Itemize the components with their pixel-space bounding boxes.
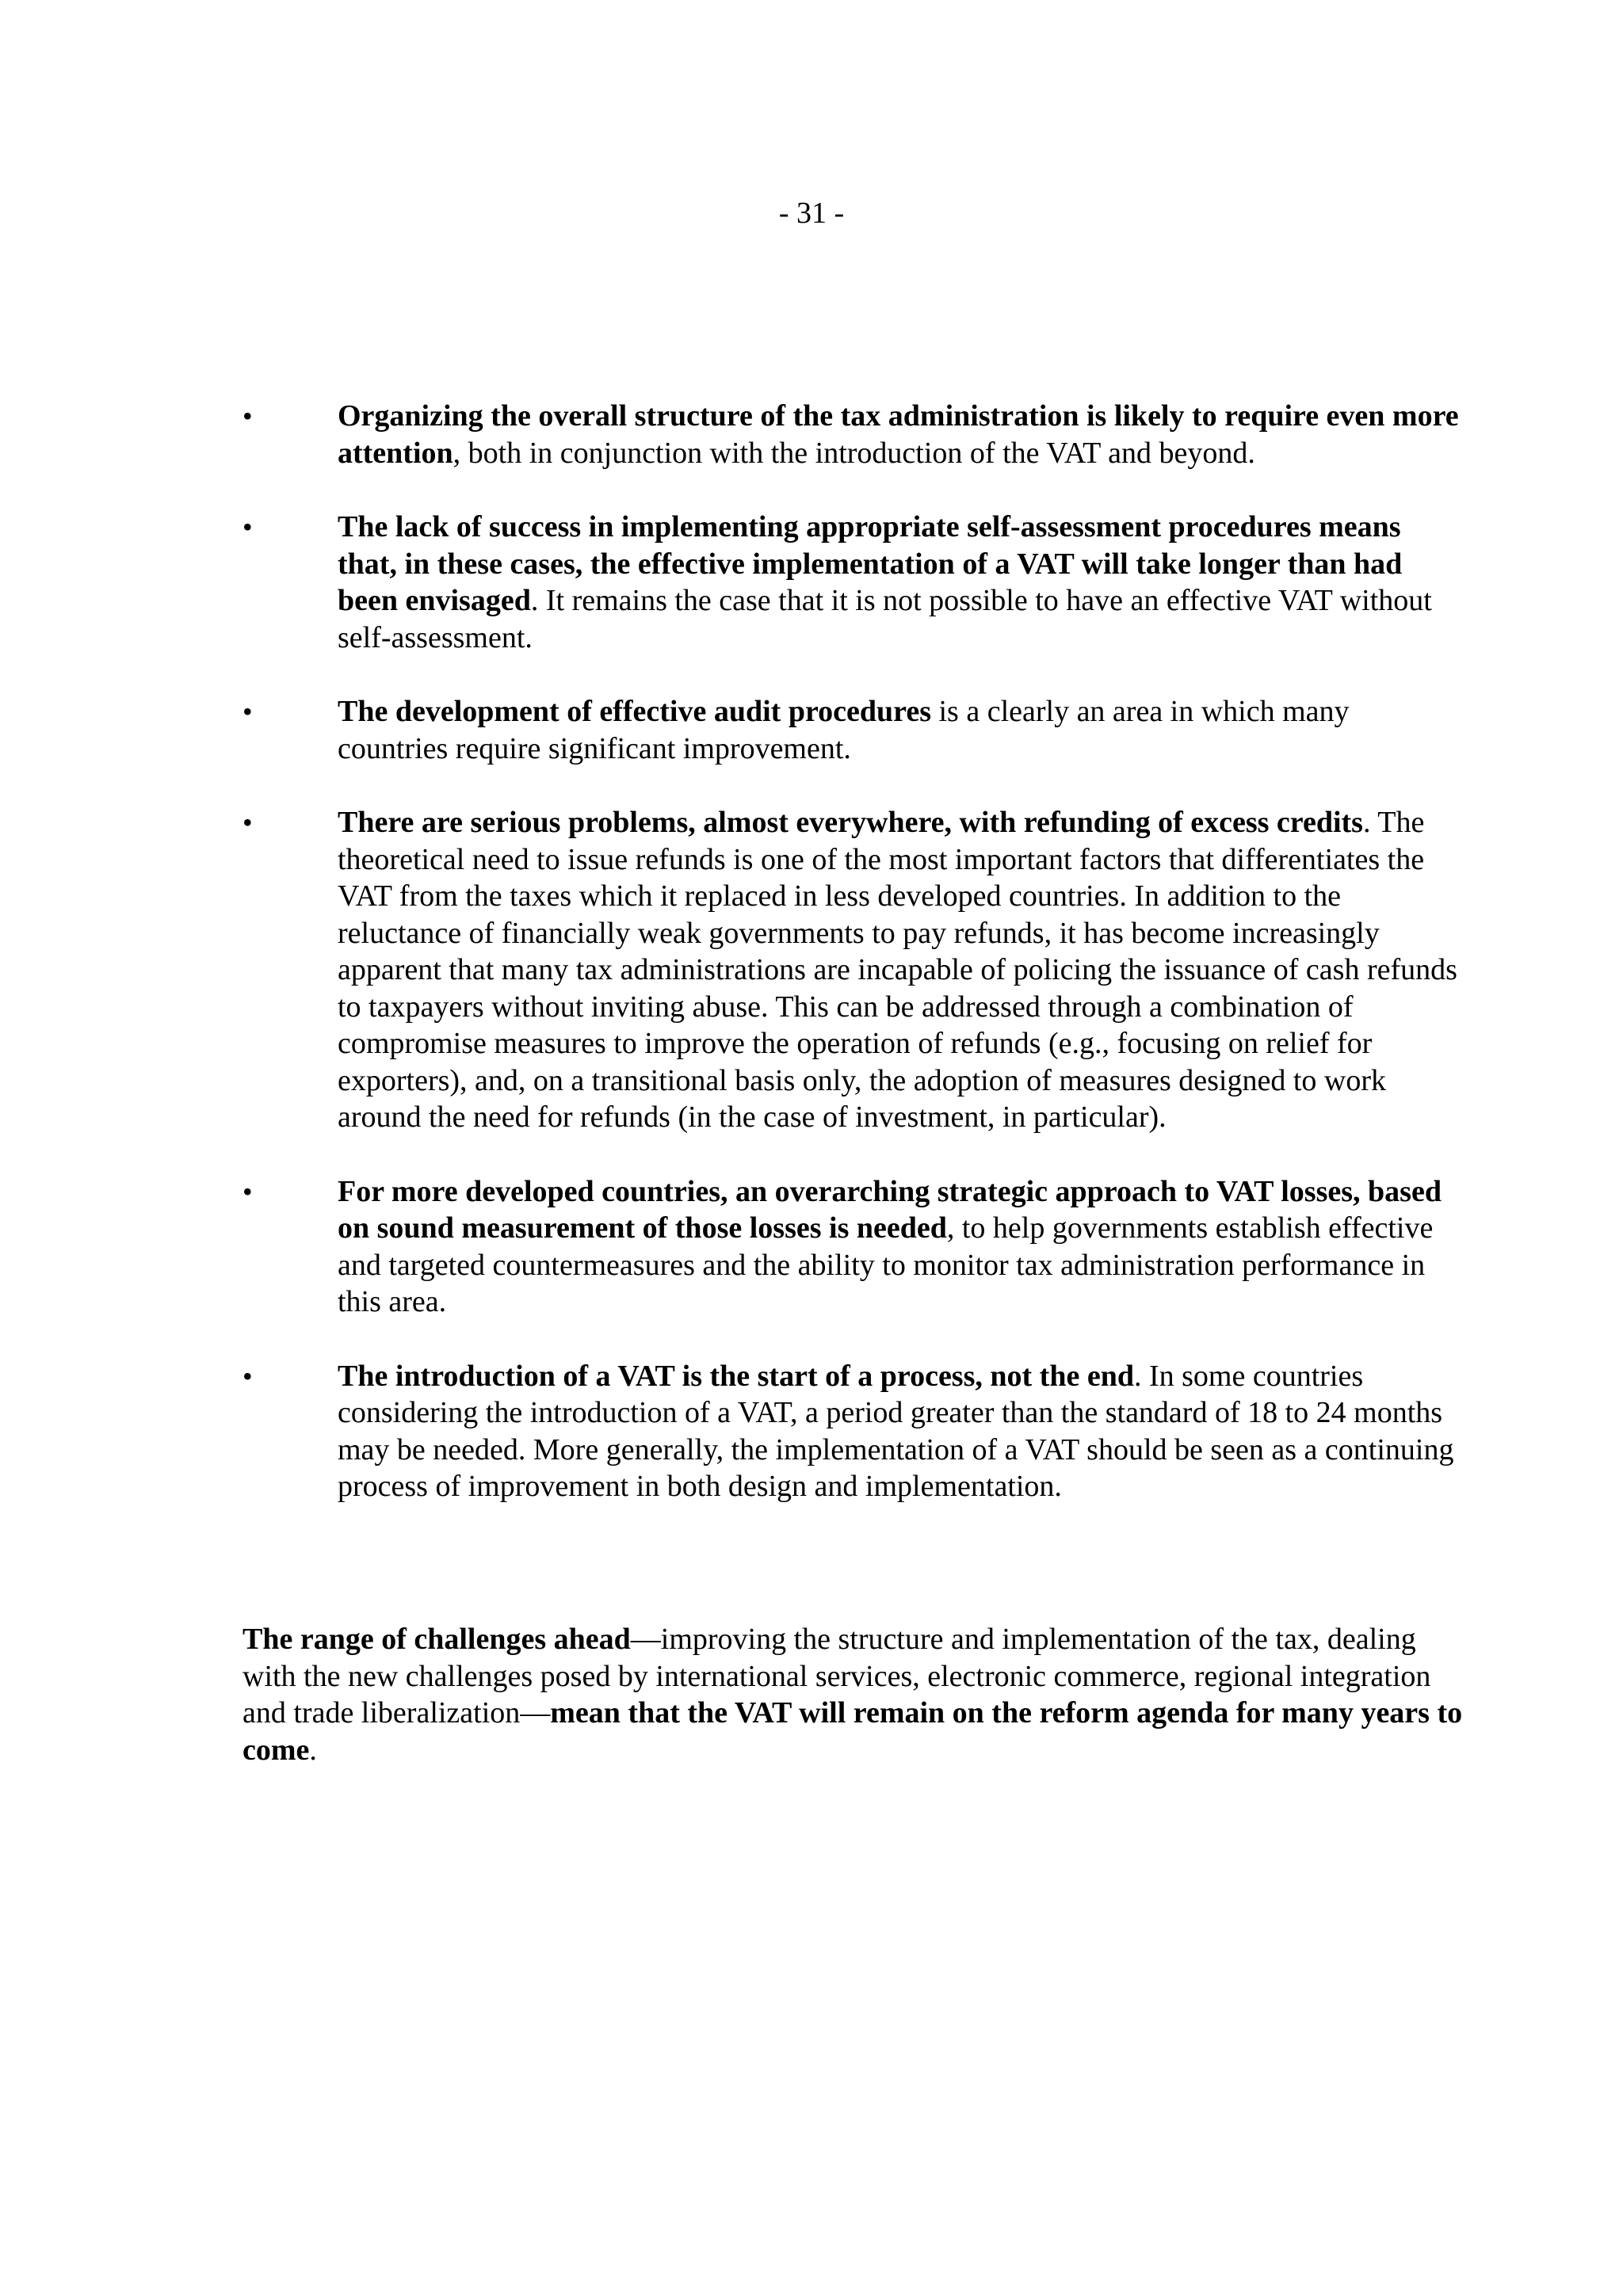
bullet-list xyxy=(242,398,1463,1543)
bullet-item-organizing-structure xyxy=(242,398,1463,471)
conclusion-bold-lead: The range of challenges ahead xyxy=(242,1623,631,1656)
bullet-bold-text: The introduction of a VAT is the start of a process, not the end xyxy=(338,1359,1134,1393)
conclusion-bold-statement: mean that the VAT will remain on the reform agenda for many years to come xyxy=(242,1696,1463,1767)
bullet-body-text: , both in conjunction with the introduction of the VAT and beyond. xyxy=(453,436,1255,470)
bullet-item-refunding-credits xyxy=(242,804,1463,1136)
bullet-bold-text: The lack of success in implementing appropriate self-assessment procedures means that, in these cases, the effective implementation of a VAT will take longer than had been envisaged xyxy=(338,510,1403,617)
bullet-body-text: . The theoretical need to issue refunds is one of the most important factors that differentiates the VAT from the taxes which it replaced in less developed countries. In addition to the reluctance of financially weak governments to pay refunds, it has become increasingly apparent that many tax administrations are incapable of policing the issuance of cash refunds to taxpayers without inviting abuse. This can be addressed through a combination of compromise measures to improve the operation of refunds (e.g., focusing on relief for exporters), and, on a transitional basis only, the adoption of measures designed to work around the need for refunds (in the case of investment, in particular). xyxy=(338,806,1457,1134)
bullet-item-audit-procedures xyxy=(242,693,1463,767)
bullet-bold-text: For more developed countries, an overarching strategic approach to VAT losses, based on sound measurement of those losses is needed xyxy=(338,1174,1442,1245)
bullet-icon: • xyxy=(242,696,253,727)
bullet-icon: • xyxy=(242,807,253,838)
bullet-bold-text: Organizing the overall structure of the tax administration is likely to require even more attention xyxy=(338,399,1459,470)
bullet-bold-text: The development of effective audit procedures xyxy=(338,695,931,728)
bullet-icon: • xyxy=(242,400,253,432)
bullet-item-start-of-process xyxy=(242,1358,1463,1505)
conclusion-paragraph xyxy=(242,1621,1463,1768)
bullet-icon: • xyxy=(242,511,253,543)
bullet-item-strategic-approach xyxy=(242,1173,1463,1321)
bullet-item-self-assessment xyxy=(242,509,1463,656)
conclusion-end-text: . xyxy=(309,1733,317,1767)
page-number: - 31 - xyxy=(778,196,845,230)
bullet-body-text: . In some countries considering the introduction of a VAT, a period greater than the standard of 18 to 24 months may be needed. More generally, the implementation of a VAT should be seen as a continuing process of improvement in both design and implementation. xyxy=(338,1359,1454,1503)
conclusion-body-text: —improving the structure and implementation of the tax, dealing with the new challenges posed by international services, electronic commerce, regional integration and trade liberalization— xyxy=(242,1623,1431,1730)
bullet-body-text: . It remains the case that it is not possible to have an effective VAT without self-assessment. xyxy=(338,584,1432,654)
bullet-icon: • xyxy=(242,1175,253,1207)
bullet-body-text: , to help governments establish effective and targeted countermeasures and the ability to monitor tax administration performance in this area. xyxy=(338,1211,1434,1318)
bullet-bold-text: There are serious problems, almost everywhere, with refunding of excess credits xyxy=(338,806,1363,839)
bullet-icon: • xyxy=(242,1360,253,1392)
bullet-body-text: is a clearly an area in which many countries require significant improvement. xyxy=(338,695,1350,765)
